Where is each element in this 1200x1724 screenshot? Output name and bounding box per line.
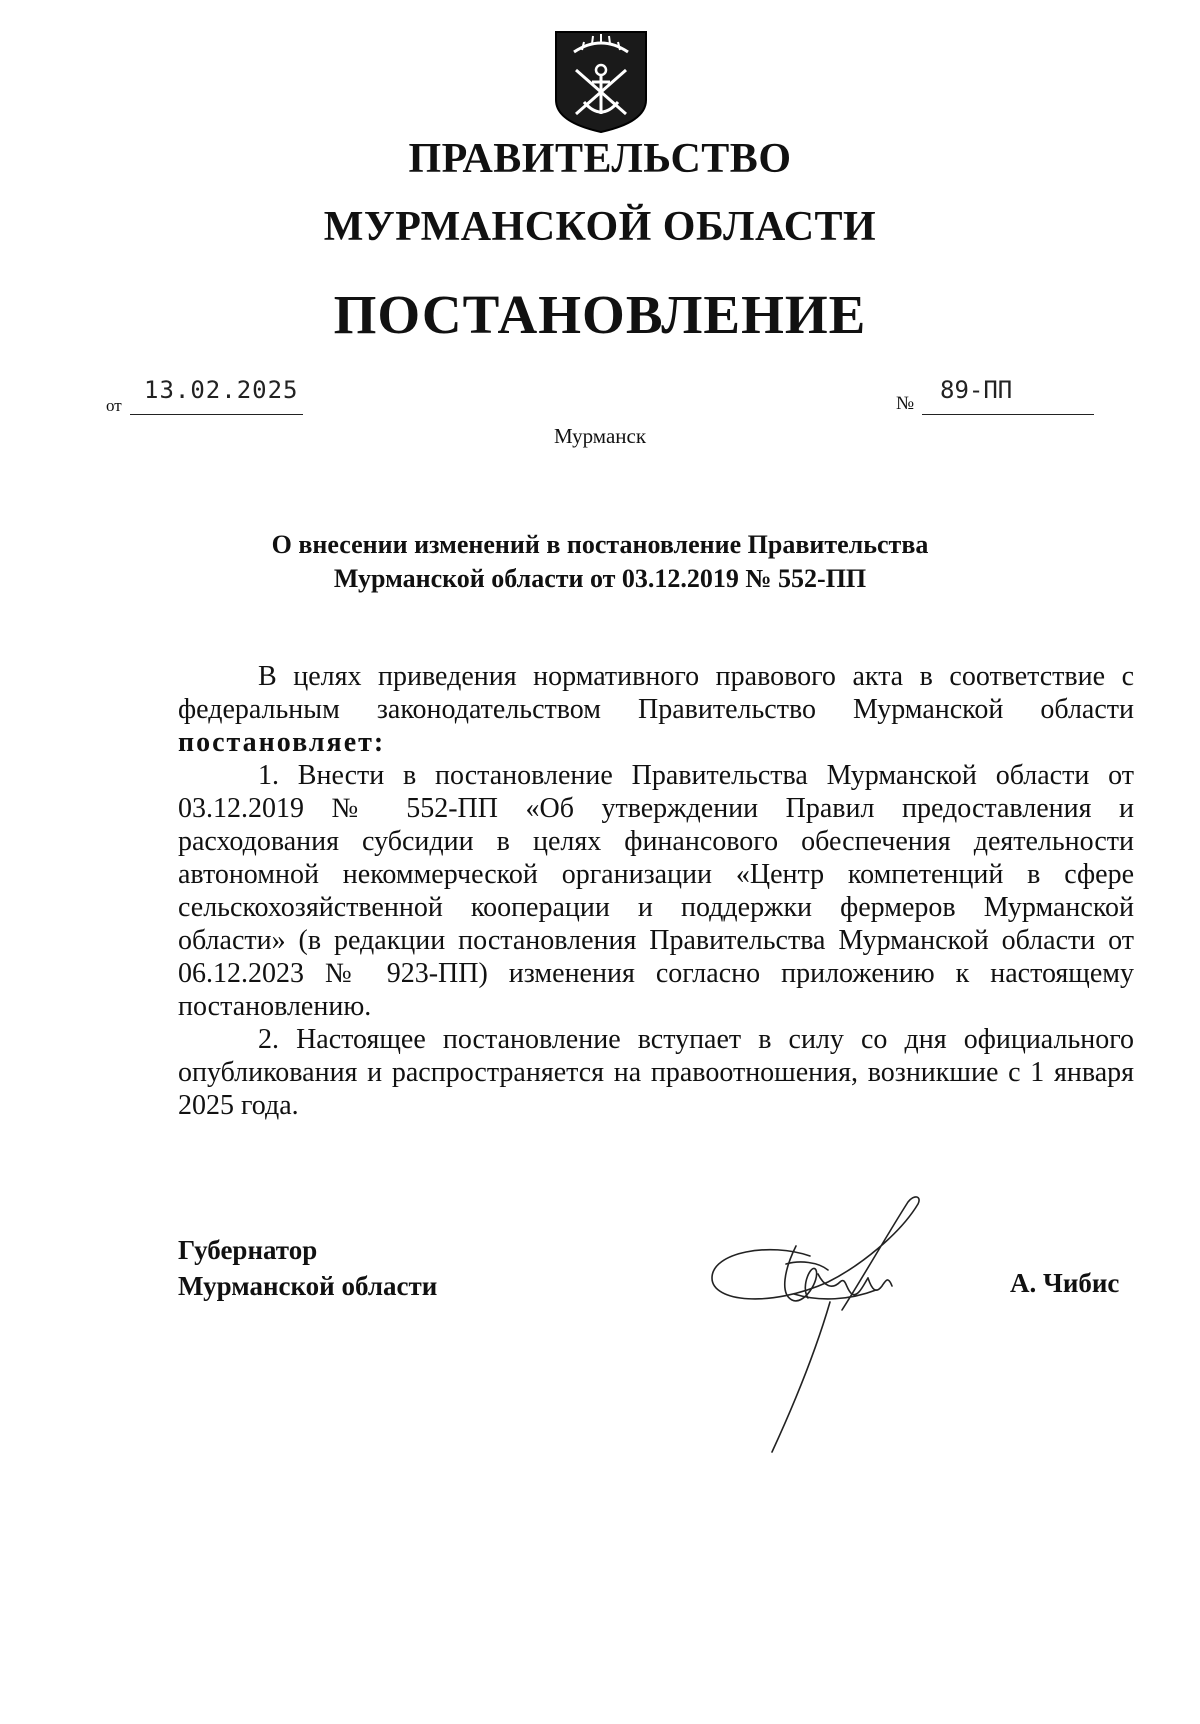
preamble-paragraph bbox=[178, 660, 1134, 759]
murmansk-coat-of-arms-icon bbox=[554, 30, 648, 134]
handwritten-signature-icon bbox=[700, 1190, 960, 1460]
document-type-title: ПОСТАНОВЛЕНИЕ bbox=[333, 284, 867, 345]
preamble-text: В целях приведения нормативного правового акта в соответствие с федеральным законодательством Правительство Мурманской области bbox=[178, 661, 1134, 725]
subject-line-2: Мурманской области от 03.12.2019 № 552-ПП bbox=[333, 564, 867, 593]
resolves-word: постановляет: bbox=[178, 727, 386, 758]
date-underline bbox=[130, 414, 303, 415]
signatory-title-line-1: Губернатор bbox=[178, 1235, 318, 1265]
item-1-paragraph: 1. Внести в постановление Правительства Мурманской области от 03.12.2019 № 552-ПП «Об утверждении Правил предоставления и расходования субсидии в целях финансового обеспечения деятельности автономной некоммерческой организации «Центр компетенций в сфере сельскохозяйственной кооперации и поддержки фермеров Мурманской области» (в редакции постановления Правительства Мурманской области от 06.12.2023 № 923-ПП) изменения согласно приложению к настоящему постановлению. bbox=[178, 760, 1134, 1022]
city-name: Мурманск bbox=[553, 424, 647, 448]
document-date: 13.02.2025 bbox=[144, 376, 299, 404]
signatory-title-line-2: Мурманской области bbox=[178, 1271, 438, 1301]
signatory-name: А. Чибис bbox=[1010, 1268, 1120, 1298]
org-name-line-2: МУРМАНСКОЙ ОБЛАСТИ bbox=[323, 204, 877, 250]
signatory-title bbox=[178, 1232, 437, 1304]
document-subject bbox=[180, 528, 1020, 596]
document-number: 89-ПП bbox=[940, 376, 1013, 404]
org-name-line-1: ПРАВИТЕЛЬСТВО bbox=[408, 136, 792, 182]
item-2-paragraph: 2. Настоящее постановление вступает в силу со дня официального опубликования и распространяется на правоотношения, возникшие с 1 января 2025 года. bbox=[178, 1024, 1134, 1121]
number-underline bbox=[922, 414, 1094, 415]
subject-line-1: О внесении изменений в постановление Правительства bbox=[271, 530, 929, 559]
document-body bbox=[178, 660, 1134, 1122]
number-label: № bbox=[896, 393, 915, 414]
date-label: от bbox=[106, 396, 122, 415]
